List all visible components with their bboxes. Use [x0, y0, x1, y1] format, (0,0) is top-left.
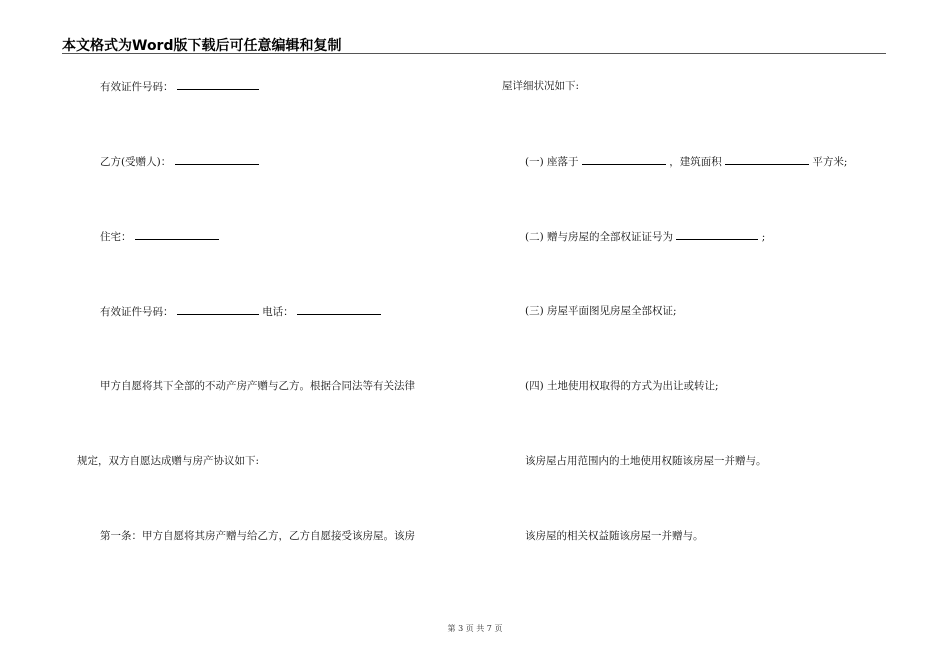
- id-number-label-2: 有效证件号码：: [100, 306, 174, 318]
- id-number-blank-2: [177, 304, 259, 315]
- id-number-blank: [177, 79, 259, 90]
- right-line-land-transfer: 该房屋占用范围内的土地使用权随该房屋一并赠与。: [525, 455, 767, 467]
- party-b-blank: [175, 154, 259, 165]
- right-line-location: [525, 154, 847, 169]
- left-line-id-number: [100, 79, 259, 94]
- location-blank: [582, 154, 666, 165]
- party-b-label: 乙方(受赠人)：: [100, 156, 172, 168]
- left-line-residence: [100, 229, 219, 244]
- certificate-blank: [676, 229, 758, 240]
- residence-label: 住宅：: [100, 231, 132, 243]
- right-line-land-use: (四) 土地使用权取得的方式为出让或转让;: [525, 380, 719, 392]
- area-unit: 平方米;: [812, 156, 848, 168]
- id-number-label: 有效证件号码：: [100, 81, 174, 93]
- header-rule: [62, 53, 886, 54]
- right-line-intro: 屋详细状况如下:: [502, 80, 580, 92]
- area-blank: [725, 154, 809, 165]
- left-line-id-phone: [100, 304, 381, 319]
- left-paragraph-line-2: 规定，双方自愿达成赠与房产协议如下:: [77, 455, 260, 467]
- right-line-rights: 该房屋的相关权益随该房屋一并赠与。: [525, 530, 704, 542]
- phone-blank: [297, 304, 381, 315]
- left-paragraph-line-3: 第一条：甲方自愿将其房产赠与给乙方，乙方自愿接受该房屋。该房: [100, 530, 415, 542]
- residence-blank: [135, 229, 219, 240]
- location-label: (一) 座落于: [525, 156, 579, 168]
- left-line-party-b: [100, 154, 259, 169]
- right-line-floor-plan: (三) 房屋平面图见房屋全部权证;: [525, 305, 677, 317]
- phone-label: 电话：: [262, 306, 294, 318]
- certificate-label: (二) 赠与房屋的全部权证证号为: [525, 231, 674, 243]
- left-paragraph-line-1: 甲方自愿将其下全部的不动产房产赠与乙方。根据合同法等有关法律: [100, 380, 415, 392]
- area-label: ，建筑面积: [669, 156, 722, 168]
- document-header: 本文格式为Word版下载后可任意编辑和复制: [62, 38, 342, 54]
- certificate-end: ;: [761, 231, 766, 243]
- right-line-certificate: [525, 229, 765, 244]
- page-number: 第 3 页 共 7 页: [447, 624, 503, 633]
